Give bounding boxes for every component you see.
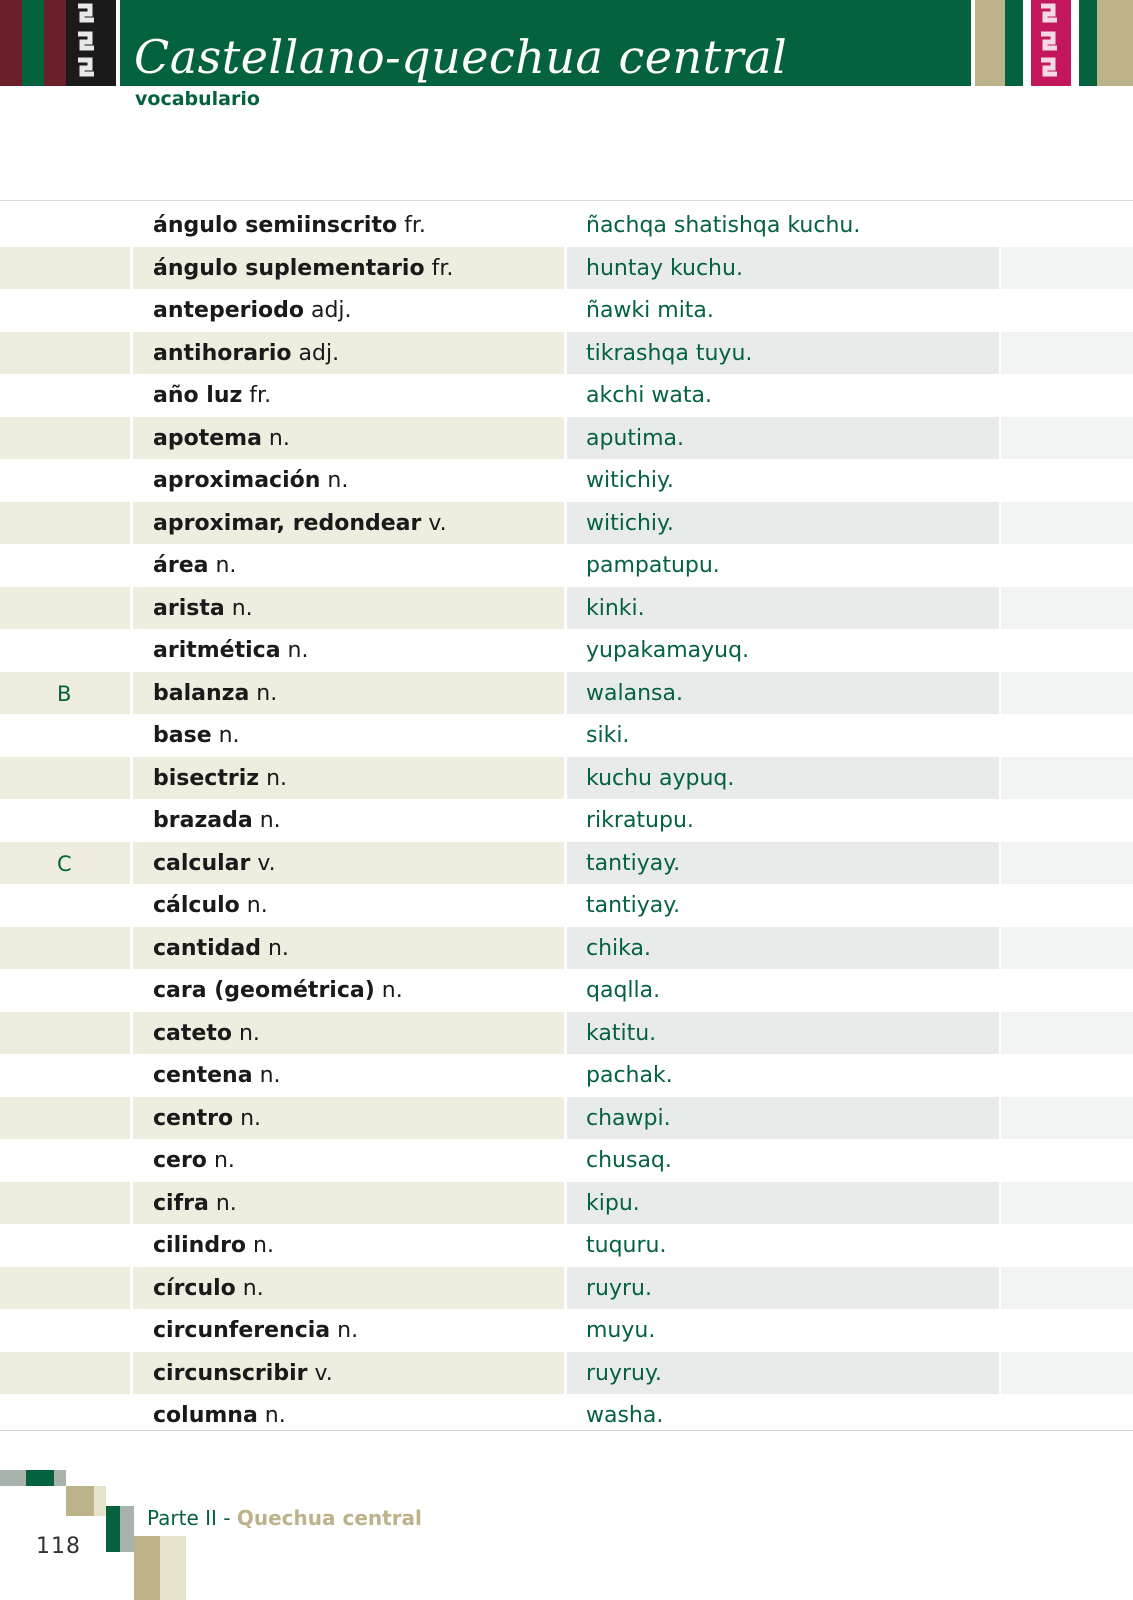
spanish-cell [133, 1139, 564, 1182]
table-row [0, 1054, 1133, 1097]
part-of-speech: n. [337, 1318, 359, 1343]
table-row [0, 629, 1133, 672]
quechua-term: witichiy. [586, 510, 674, 536]
footer-section-label [147, 1506, 422, 1530]
quechua-cell [567, 629, 999, 672]
spanish-term: cantidad [153, 935, 261, 961]
spanish-cell [133, 459, 564, 502]
spanish-term-line [153, 978, 403, 1003]
letter-cell [0, 629, 130, 672]
row-tail [1001, 1182, 1133, 1225]
spanish-term-line [153, 553, 236, 578]
row-tail [1001, 1012, 1133, 1055]
spanish-term-line [153, 1063, 281, 1088]
spanish-cell [133, 204, 564, 247]
spanish-term: circunscribir [153, 1360, 308, 1386]
section-letter: B [57, 681, 72, 706]
spanish-term: apotema [153, 425, 262, 451]
letter-cell [0, 1224, 130, 1267]
letter-cell [0, 927, 130, 970]
spanish-term: arista [153, 595, 225, 621]
spanish-cell [133, 1352, 564, 1395]
part-of-speech: n. [213, 1148, 235, 1173]
quechua-term: kuchu aypuq. [586, 765, 735, 791]
spanish-term: ángulo suplementario [153, 255, 425, 281]
spanish-term-line [153, 851, 276, 876]
quechua-term: tantiyay. [586, 850, 681, 876]
part-of-speech: v. [314, 1360, 333, 1386]
spanish-cell [133, 502, 564, 545]
letter-cell [0, 1267, 130, 1310]
spanish-term-line [153, 213, 426, 238]
row-tail [1001, 969, 1133, 1012]
quechua-cell [567, 1309, 999, 1352]
letter-cell [0, 417, 130, 460]
quechua-cell [567, 1352, 999, 1395]
spanish-term: base [153, 723, 212, 748]
letter-cell [0, 204, 130, 247]
letter-cell [0, 502, 130, 545]
spanish-term-line [153, 766, 287, 791]
quechua-term: tikrashqa tuyu. [586, 340, 753, 366]
letter-cell [0, 884, 130, 927]
spanish-term-line [153, 596, 253, 621]
part-of-speech: n. [242, 1275, 264, 1301]
spanish-term: centena [153, 1063, 253, 1088]
quechua-term: pampatupu. [586, 553, 720, 578]
part-of-speech: n. [327, 468, 349, 493]
table-row [0, 502, 1133, 545]
quechua-cell [567, 757, 999, 800]
letter-cell [0, 544, 130, 587]
table-row [0, 927, 1133, 970]
table-row [0, 969, 1133, 1012]
row-tail [1001, 799, 1133, 842]
letter-cell [0, 799, 130, 842]
quechua-term: washa. [586, 1403, 664, 1428]
table-top-rule [0, 200, 1133, 201]
quechua-term: kinki. [586, 595, 645, 621]
part-of-speech: n. [381, 978, 403, 1003]
row-tail [1001, 332, 1133, 375]
letter-cell [0, 1139, 130, 1182]
part-of-speech: n. [267, 935, 289, 961]
part-of-speech: v. [428, 510, 447, 536]
table-row [0, 1309, 1133, 1352]
part-of-speech: n. [215, 1190, 237, 1216]
spanish-term: aritmética [153, 638, 281, 663]
spanish-term: año luz [153, 383, 243, 408]
quechua-term: qaqlla. [586, 978, 661, 1003]
footer-part-label: Parte II - [147, 1506, 231, 1530]
quechua-cell [567, 1054, 999, 1097]
spanish-term: calcular [153, 850, 251, 876]
footer-part-name: Quechua central [236, 1506, 422, 1530]
row-tail [1001, 459, 1133, 502]
spanish-term: cateto [153, 1020, 232, 1046]
footer-decoration [0, 1470, 200, 1600]
quechua-cell [567, 587, 999, 630]
row-tail [1001, 247, 1133, 290]
spanish-term: anteperiodo [153, 298, 304, 323]
spanish-cell [133, 1309, 564, 1352]
row-tail [1001, 842, 1133, 885]
table-row [0, 417, 1133, 460]
spanish-cell [133, 587, 564, 630]
letter-cell [0, 969, 130, 1012]
spanish-term: cifra [153, 1190, 209, 1216]
row-tail [1001, 417, 1133, 460]
letter-cell [0, 1012, 130, 1055]
spanish-cell [133, 289, 564, 332]
spanish-cell [133, 629, 564, 672]
row-tail [1001, 1054, 1133, 1097]
spanish-term-line [153, 256, 453, 281]
letter-cell [0, 1054, 130, 1097]
table-row [0, 1182, 1133, 1225]
row-tail [1001, 587, 1133, 630]
quechua-cell [567, 884, 999, 927]
part-of-speech: n. [256, 680, 278, 706]
spanish-cell [133, 714, 564, 757]
table-row [0, 842, 1133, 885]
row-tail [1001, 502, 1133, 545]
spanish-cell [133, 247, 564, 290]
quechua-term: akchi wata. [586, 383, 712, 408]
spanish-term: circunferencia [153, 1318, 331, 1343]
quechua-cell [567, 417, 999, 460]
quechua-term: ruyruy. [586, 1360, 662, 1386]
part-of-speech: n. [266, 765, 287, 791]
spanish-cell [133, 927, 564, 970]
spanish-term-line [153, 1021, 260, 1046]
quechua-cell [567, 289, 999, 332]
spanish-cell [133, 884, 564, 927]
row-tail [1001, 1139, 1133, 1182]
row-tail [1001, 927, 1133, 970]
quechua-cell [567, 247, 999, 290]
spanish-term-line [153, 1148, 235, 1173]
spanish-cell [133, 842, 564, 885]
quechua-term: siki. [586, 723, 630, 748]
row-tail [1001, 204, 1133, 247]
letter-cell [0, 714, 130, 757]
part-of-speech: n. [259, 808, 281, 833]
table-row [0, 672, 1133, 715]
table-row [0, 459, 1133, 502]
quechua-term: katitu. [586, 1020, 657, 1046]
row-tail [1001, 1309, 1133, 1352]
spanish-cell [133, 332, 564, 375]
quechua-term: chawpi. [586, 1105, 671, 1131]
spanish-term-line [153, 426, 290, 451]
spanish-cell [133, 672, 564, 715]
letter-cell [0, 1097, 130, 1140]
table-row [0, 204, 1133, 247]
letter-cell [0, 1309, 130, 1352]
quechua-term: tuquru. [586, 1233, 667, 1258]
part-of-speech: n. [268, 425, 290, 451]
spanish-cell [133, 1267, 564, 1310]
spanish-term-line [153, 681, 277, 706]
quechua-cell [567, 714, 999, 757]
row-tail [1001, 1267, 1133, 1310]
quechua-term: kipu. [586, 1190, 640, 1216]
letter-cell [0, 842, 130, 885]
spanish-term-line [153, 1276, 264, 1301]
quechua-term: chika. [586, 935, 651, 961]
part-of-speech: n. [238, 1020, 260, 1046]
part-of-speech: n. [287, 638, 309, 663]
part-of-speech: n. [240, 1105, 262, 1131]
spanish-term: aproximación [153, 468, 321, 493]
table-row [0, 884, 1133, 927]
table-row [0, 587, 1133, 630]
header-right-decoration [971, 0, 1133, 86]
table-row [0, 544, 1133, 587]
spanish-term: balanza [153, 680, 250, 706]
row-tail [1001, 672, 1133, 715]
spanish-term: cilindro [153, 1233, 247, 1258]
quechua-cell [567, 927, 999, 970]
letter-cell [0, 587, 130, 630]
spanish-term-line [153, 1318, 358, 1343]
spanish-term: círculo [153, 1275, 236, 1301]
spanish-term: cara (geométrica) [153, 978, 375, 1003]
quechua-term: rikratupu. [586, 808, 694, 833]
header-left-decoration [0, 0, 120, 86]
part-of-speech: n. [215, 553, 237, 578]
spanish-term: brazada [153, 808, 253, 833]
table-row [0, 1097, 1133, 1140]
row-tail [1001, 1352, 1133, 1395]
part-of-speech: n. [218, 723, 240, 748]
spanish-term-line [153, 638, 308, 663]
part-of-speech: n. [246, 893, 268, 918]
part-of-speech: n. [231, 595, 253, 621]
letter-cell [0, 332, 130, 375]
row-tail [1001, 629, 1133, 672]
table-row [0, 1352, 1133, 1395]
part-of-speech: fr. [431, 255, 454, 281]
spanish-cell [133, 969, 564, 1012]
part-of-speech: fr. [404, 213, 426, 238]
letter-cell [0, 672, 130, 715]
letter-cell [0, 247, 130, 290]
row-tail [1001, 374, 1133, 417]
spanish-term-line [153, 723, 240, 748]
part-of-speech: fr. [249, 383, 272, 408]
table-row [0, 289, 1133, 332]
table-row [0, 374, 1133, 417]
spanish-term: área [153, 553, 209, 578]
quechua-term: tantiyay. [586, 893, 681, 918]
spanish-term-line [153, 1106, 261, 1131]
quechua-cell [567, 502, 999, 545]
quechua-term: huntay kuchu. [586, 255, 743, 281]
row-tail [1001, 757, 1133, 800]
part-of-speech: n. [253, 1233, 274, 1258]
spanish-term-line [153, 893, 268, 918]
spanish-cell [133, 374, 564, 417]
page-title: Castellano-quechua central [134, 30, 788, 84]
quechua-term: walansa. [586, 680, 683, 706]
quechua-cell [567, 1012, 999, 1055]
spanish-term: cálculo [153, 893, 240, 918]
quechua-cell [567, 204, 999, 247]
row-tail [1001, 884, 1133, 927]
quechua-cell [567, 672, 999, 715]
spanish-term: cero [153, 1148, 207, 1173]
spanish-term-line [153, 1233, 274, 1258]
quechua-term: ruyru. [586, 1275, 652, 1301]
spanish-term: columna [153, 1403, 258, 1428]
spanish-term: aproximar, redondear [153, 510, 422, 536]
spanish-term-line [153, 298, 352, 323]
spanish-term-line [153, 1403, 286, 1428]
spanish-term-line [153, 1191, 237, 1216]
part-of-speech: adj. [298, 340, 340, 366]
quechua-term: ñachqa shatishqa kuchu. [586, 213, 861, 238]
quechua-term: ñawki mita. [586, 298, 714, 323]
spanish-cell [133, 1097, 564, 1140]
quechua-cell [567, 459, 999, 502]
table-row [0, 714, 1133, 757]
spanish-cell [133, 544, 564, 587]
table-row [0, 1224, 1133, 1267]
row-tail [1001, 289, 1133, 332]
part-of-speech: v. [257, 850, 276, 876]
table-row [0, 332, 1133, 375]
quechua-cell [567, 1182, 999, 1225]
table-row [0, 1139, 1133, 1182]
quechua-term: muyu. [586, 1318, 656, 1343]
spanish-cell [133, 417, 564, 460]
row-tail [1001, 544, 1133, 587]
letter-cell [0, 374, 130, 417]
row-tail [1001, 714, 1133, 757]
spanish-term-line [153, 511, 447, 536]
spanish-term: ángulo semiinscrito [153, 213, 398, 238]
part-of-speech: adj. [310, 298, 352, 323]
header-band [120, 0, 971, 86]
spanish-term-line [153, 808, 281, 833]
quechua-cell [567, 1139, 999, 1182]
part-of-speech: n. [264, 1403, 286, 1428]
row-tail [1001, 1097, 1133, 1140]
spanish-cell [133, 1224, 564, 1267]
page-number: 118 [36, 1534, 81, 1559]
spanish-term-line [153, 468, 348, 493]
table-row [0, 757, 1133, 800]
quechua-term: chusaq. [586, 1148, 672, 1173]
part-of-speech: n. [259, 1063, 281, 1088]
table-row [0, 247, 1133, 290]
quechua-cell [567, 332, 999, 375]
quechua-cell [567, 1224, 999, 1267]
spanish-term: centro [153, 1105, 234, 1131]
spanish-cell [133, 1182, 564, 1225]
spanish-cell [133, 757, 564, 800]
spanish-term-line [153, 936, 289, 961]
table-row [0, 1012, 1133, 1055]
table-row [0, 1267, 1133, 1310]
letter-cell [0, 459, 130, 502]
spanish-cell [133, 1012, 564, 1055]
spanish-term: bisectriz [153, 765, 260, 791]
quechua-cell [567, 799, 999, 842]
quechua-term: yupakamayuq. [586, 638, 750, 663]
quechua-cell [567, 842, 999, 885]
spanish-cell [133, 799, 564, 842]
quechua-term: witichiy. [586, 468, 674, 493]
spanish-term-line [153, 341, 339, 366]
quechua-cell [567, 1267, 999, 1310]
spanish-term-line [153, 1361, 333, 1386]
section-subtitle: vocabulario [135, 88, 260, 110]
table-row [0, 799, 1133, 842]
spanish-cell [133, 1054, 564, 1097]
letter-cell [0, 1182, 130, 1225]
quechua-term: aputima. [586, 425, 685, 451]
quechua-cell [567, 969, 999, 1012]
quechua-cell [567, 374, 999, 417]
letter-cell [0, 757, 130, 800]
letter-cell [0, 289, 130, 332]
letter-cell [0, 1352, 130, 1395]
section-letter: C [57, 851, 72, 876]
quechua-cell [567, 544, 999, 587]
row-tail [1001, 1224, 1133, 1267]
quechua-term: pachak. [586, 1063, 673, 1088]
spanish-term: antihorario [153, 340, 292, 366]
table-bottom-rule [0, 1430, 1133, 1431]
quechua-cell [567, 1097, 999, 1140]
vocabulary-table [0, 204, 1133, 1437]
spanish-term-line [153, 383, 271, 408]
